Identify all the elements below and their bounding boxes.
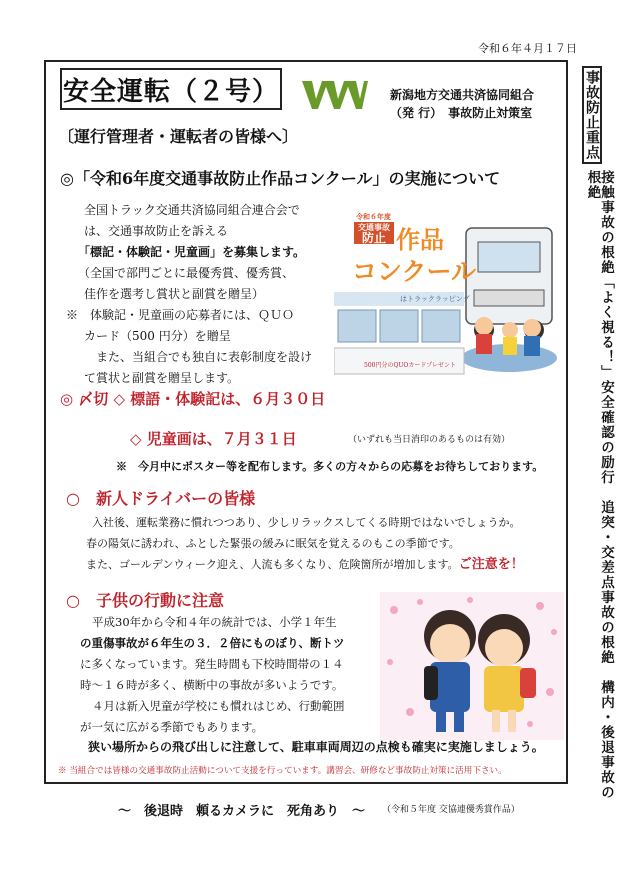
new-drivers-line xyxy=(86,554,562,575)
contest-line: 「標記・体験記・児童画」を募集します。 xyxy=(78,245,306,259)
contest-poster-image xyxy=(334,208,558,386)
badge-year: 令和６年度 xyxy=(356,212,391,221)
newsletter-title: 安全運転（２号） xyxy=(60,68,282,110)
contest-body xyxy=(66,200,334,389)
deadline-child-art: ◇ 児童画は、７月３１日 xyxy=(130,430,297,448)
badge-label xyxy=(354,222,394,244)
issue-date: 令和６年４月１７日 xyxy=(478,42,577,55)
side-priority-box: 事故防止重点 xyxy=(582,66,602,164)
contest-line: 佳作を選考し賞状と副賞を贈呈） xyxy=(84,287,265,301)
new-drivers-line: 入社後、運転業務に慣れつつあり、少しリラックスしてくる時期ではないでしょうか。 xyxy=(92,516,521,529)
side-priority-text: 接触事故の根絶「よく視る！」安全確認の励行 追突・交差点事故の根絶 構内・後退事故の根絶 xyxy=(584,170,614,800)
contest-line: （全国で部門ごとに最優秀賞、優秀賞、 xyxy=(78,266,295,280)
deadline-slogan: ◎ 〆切 ◇ 標語・体験記は、６月３０日 xyxy=(60,390,326,408)
badge-line: 防止 xyxy=(361,231,386,245)
section-contest-heading: ◎「令和6年度交通事故防止作品コンクール」の実施について xyxy=(60,169,501,188)
new-drivers-line: 春の陽気に誘われ、ふとした緊張の緩みに眠気を覚えるのもこの季節です。 xyxy=(86,537,460,550)
new-drivers-text: また、ゴールデンウィーク迎え、人流も多くなり、危険箇所が増加します。 xyxy=(86,558,459,571)
badge-big-text: 作品 xyxy=(396,225,444,254)
org-department: （発 行） 事故防止対策室 xyxy=(390,106,533,120)
children-line: の重傷事故が６年生の３．２倍にものぼり、断トツ xyxy=(80,636,345,650)
slogan-source: （令和５年度 交協連優秀賞作品） xyxy=(382,805,520,815)
new-drivers-body xyxy=(86,512,562,575)
quo-text: 500円分のQUOカードプレゼント xyxy=(364,362,456,369)
org-logo-icon xyxy=(298,75,368,113)
poster-note: ※ 今月中にポスター等を配布します。多くの方々からの応募をお待ちしております。 xyxy=(116,460,544,473)
children-line: に多くなっています。発生時間も下校時間帯の１４ xyxy=(80,657,344,671)
children-line: 平成30年から令和４年の統計では、小学１年生 xyxy=(92,615,337,629)
deadline-note: （いずれも当日消印のあるものは有効） xyxy=(348,435,511,445)
org-name: 新潟地方交通共済協同組合 xyxy=(390,88,535,102)
children-body xyxy=(80,612,380,738)
children-illustration xyxy=(380,592,564,740)
contest-line: は、交通事故防止を訴える xyxy=(84,224,229,238)
children-line: ４月は新入児童が学校にも慣れはじめ、行動範囲 xyxy=(92,699,345,713)
contest-line: また、当組合でも独自に表彰制度を設け xyxy=(96,350,313,364)
contest-line: 全国トラック交通共済協同組合連合会で xyxy=(84,203,300,217)
section-new-drivers-heading: ○ 新人ドライバーの皆様 xyxy=(66,489,256,508)
strip-text: はトラックラッピング xyxy=(400,295,470,303)
badge-line: 交通事故 xyxy=(358,222,390,232)
children-line: が一気に広がる季節でもあります。 xyxy=(80,720,264,734)
audience-heading: 〔運行管理者・運転者の皆様へ〕 xyxy=(58,127,299,146)
contest-line: カード（500 円分）を贈呈 xyxy=(84,329,231,343)
children-line: 時～１６時が多く、横断中の事故が多いようです。 xyxy=(80,678,344,692)
contest-line: ※ 体験記・児童画の応募者には、ＱＵＯ xyxy=(66,308,295,322)
contest-line: て賞状と副賞を贈呈します。 xyxy=(84,371,240,385)
caution-text: ご注意を！ xyxy=(458,557,524,572)
safety-slogan: ～ 後退時 頼るカメラに 死角あり ～ xyxy=(118,804,366,819)
section-children-heading: ○ 子供の行動に注意 xyxy=(66,591,224,610)
badge-big-text: コンクール xyxy=(352,257,477,286)
children-closing: 狭い場所からの飛び出しに注意して、駐車車両周辺の点検も確実に実施しましょう。 xyxy=(88,740,544,754)
support-note: ※ 当組合では皆様の交通事故防止活動について支援を行っています。講習会、研修など事故防止対策に活用下さい。 xyxy=(58,766,507,776)
